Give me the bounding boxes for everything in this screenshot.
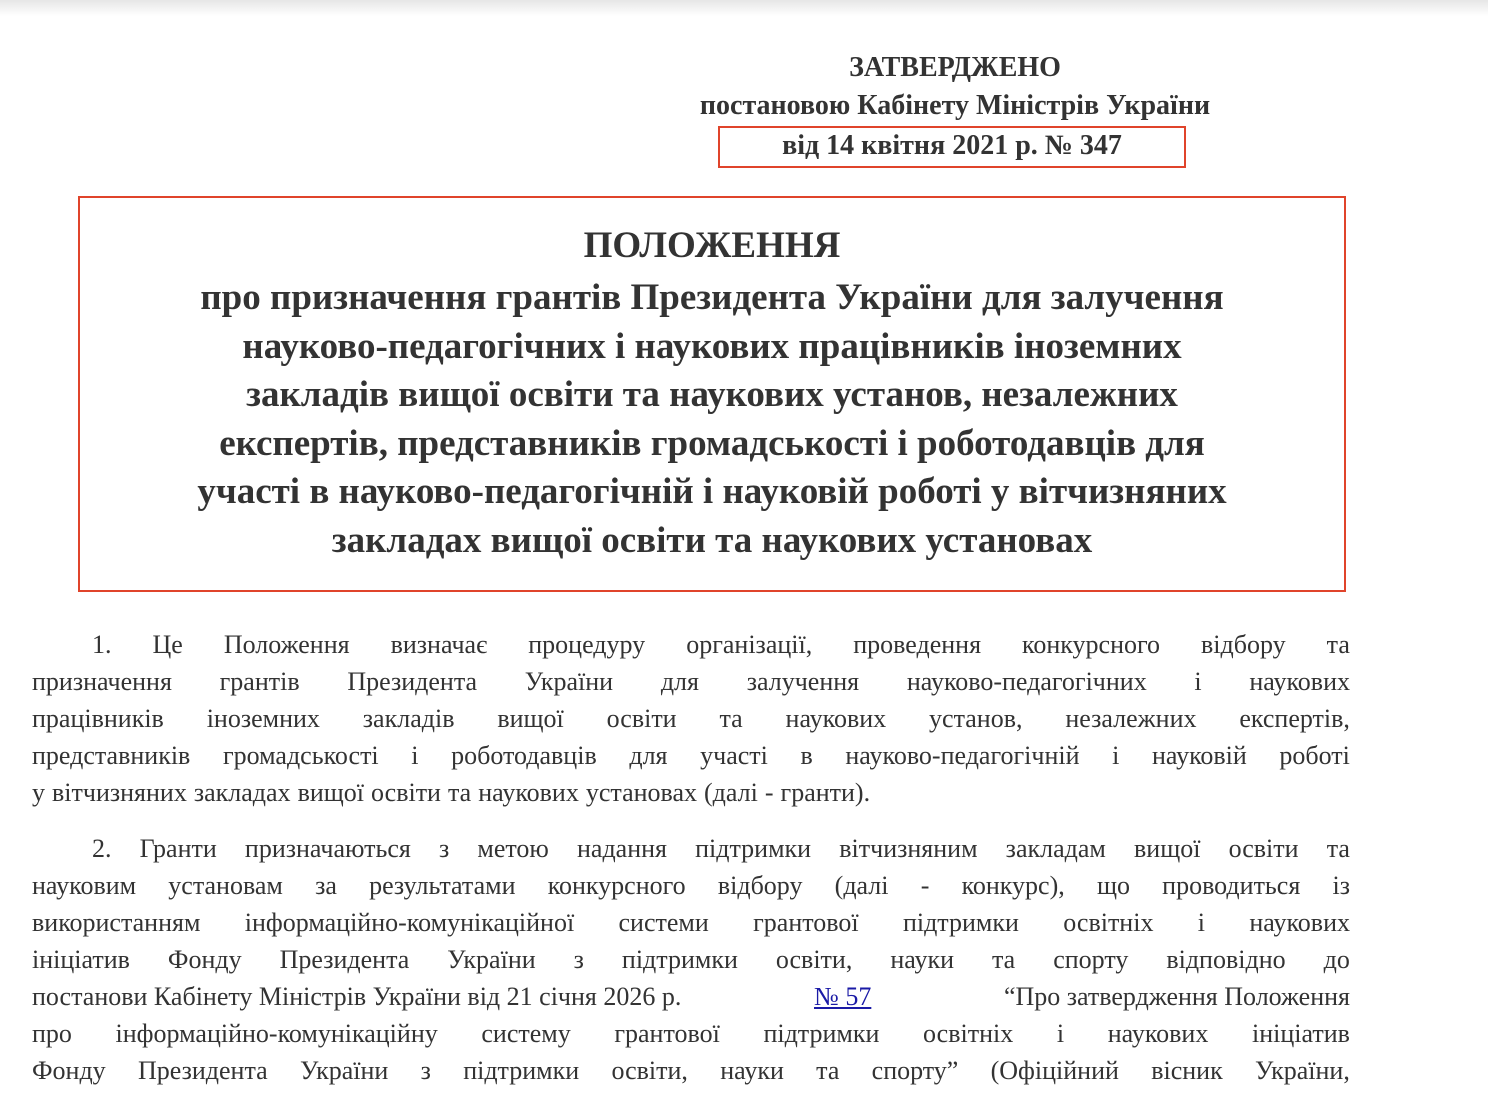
paragraph-line bbox=[32, 978, 1350, 1015]
document-subtitle-line: закладів вищої освіти та наукових установ, незалежних bbox=[246, 374, 1178, 415]
paragraph-line: 2. Гранти призначаються з метою надання підтримки вітчизняним закладам вищої освіти та bbox=[92, 834, 1350, 863]
document-subtitle-line: про призначення грантів Президента України для залучення bbox=[200, 277, 1224, 318]
paragraph-line: використанням інформаційно-комунікаційної системи грантової підтримки освітніх і наукових bbox=[32, 908, 1350, 937]
resolution-57-link[interactable]: № 57 bbox=[814, 982, 872, 1011]
document-subtitle-line: закладах вищої освіти та наукових установах bbox=[331, 519, 1093, 561]
paragraph-line: про інформаційно-комунікаційну систему грантової підтримки освітніх і наукових ініціатив bbox=[32, 1019, 1350, 1048]
document-subtitle-line: експертів, представників громадськості і роботодавців для bbox=[219, 422, 1205, 464]
paragraph-1 bbox=[32, 626, 1350, 811]
paragraph-line: 1. Це Положення визначає процедуру організації, проведення конкурсного відбору та bbox=[92, 630, 1350, 659]
paragraph-line: призначення грантів Президента України для залучення науково-педагогічних і наукових bbox=[32, 667, 1350, 696]
paragraph-line: у вітчизняних закладах вищої освіти та наукових установах (далі - гранти). bbox=[32, 778, 871, 807]
link-line-before: постанови Кабінету Міністрів України від 21 січня 2026 р. bbox=[32, 982, 682, 1011]
link-line-after: “Про затвердження Положення bbox=[1003, 982, 1350, 1011]
paragraph-line: представників громадськості і роботодавців для участі в науково-педагогічній і науковій роботі bbox=[32, 741, 1350, 770]
paragraph-line: Фонду Президента України з підтримки освіти, науки та спорту” (Офіційний вісник України, bbox=[32, 1056, 1350, 1085]
approved-heading: ЗАТВЕРДЖЕНО bbox=[849, 52, 1061, 83]
document-subtitle-line: участі в науково-педагогічній і науковій роботі у вітчизняних bbox=[197, 471, 1227, 512]
document-title: ПОЛОЖЕННЯ bbox=[583, 225, 841, 266]
document-title-box bbox=[78, 196, 1346, 592]
paragraph-line: працівників іноземних закладів вищої освіти та наукових установ, незалежних експертів, bbox=[32, 704, 1350, 733]
document-subtitle-line: науково-педагогічних і наукових працівників іноземних bbox=[242, 325, 1182, 367]
approval-date-highlighted: від 14 квітня 2021 р. № 347 bbox=[718, 126, 1186, 168]
top-shadow bbox=[0, 0, 1488, 16]
approved-by: постановою Кабінету Міністрів України bbox=[699, 90, 1211, 121]
paragraph-line: науковим установам за результатами конкурсного відбору (далі - конкурс), що проводиться із bbox=[32, 871, 1350, 900]
paragraph-2 bbox=[32, 830, 1350, 1089]
paragraph-line: ініціатив Фонду Президента України з підтримки освіти, науки та спорту відповідно до bbox=[32, 945, 1350, 974]
